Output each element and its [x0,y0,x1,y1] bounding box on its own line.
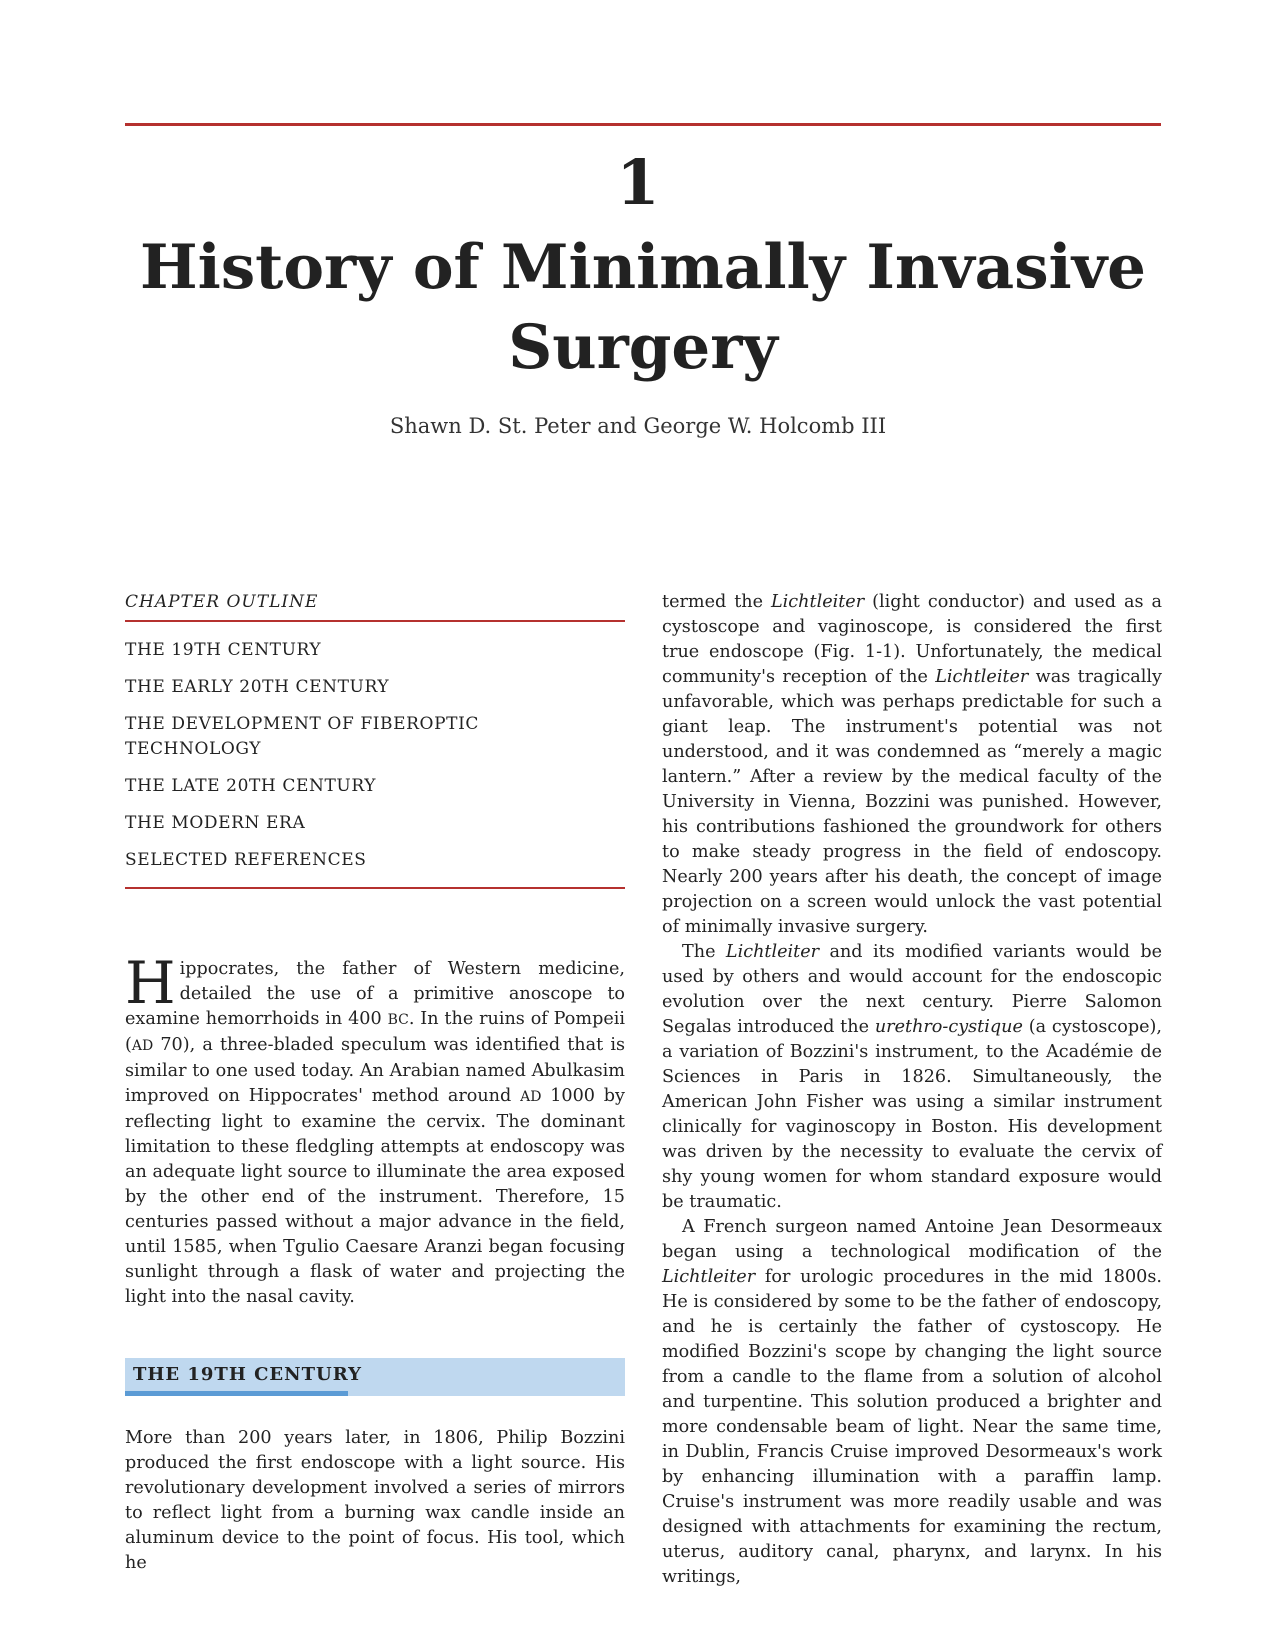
outline-item[interactable]: SELECTED REFERENCES [125,850,367,870]
body-paragraph [662,1215,1162,1590]
italic-term: Lichtleiter [935,667,1029,687]
intro-text: . In the ruins of Pompeii ( [125,1009,626,1055]
left-column [125,590,625,1576]
body-paragraph [662,940,1162,1215]
top-rule [125,123,1161,126]
paragraph-text: termed the [662,592,771,612]
paragraph-text: for urologic procedures in the mid 1800s. He is considered by some to be the father of endoscopy, and he is certainly the father of cystoscopy. He modified Bozzini's scope by changing the light source from a candle to the flame from a solution of alcohol and turpentine. This solution produced a brighter and more condensable beam of light. Near the same time, in Dublin, Francis Cruise improved Desormeaux's work by enhancing illumination with a paraffin lamp. Cruise's instrument was more readily usable and was designed with attachments for examining the rectum, uterus, auditory canal, pharynx, and larynx. In his writings, [662,1267,1162,1587]
intro-text: 1000 by reflecting light to examine the cervix. The dominant limitation to these fledgling attempts at endoscopy was an adequate light source to illuminate the area exposed by the other end of the instrument. Therefore, 15 centuries passed without a major advance in the field, until 1585, when Tgulio Caesare Aranzi began focusing sunlight through a flask of water and projecting the light into the nasal cavity. [125,1086,625,1307]
chapter-number: 1 [616,146,660,219]
chapter-outline [125,590,625,889]
paragraph-text: A French surgeon named Antoine Jean Desormeaux began using a technological modification of the [662,1217,1162,1262]
outline-item[interactable]: THE LATE 20TH CENTURY [125,776,377,796]
intro-paragraph [125,949,626,1310]
paragraph-text: was tragically unfavorable, which was perhaps predictable for such a giant leap. The instrument's potential was not understood, and it was condemned as “merely a magic lantern.” After a review by the medical faculty of the University in Vienna, Bozzini was punished. However, his contributions fashioned the groundwork for others to make steady progress in the field of endoscopy. Nearly 200 years after his death, the concept of image projection on a screen would unlock the vast potential of minimally invasive surgery. [662,667,1162,937]
era-abbrev: AD [520,1089,542,1105]
chapter-title: History of Minimally Invasive Surgery [140,232,1146,383]
outline-item[interactable]: THE 19TH CENTURY [125,640,322,660]
body-paragraph [662,590,1162,940]
outline-bottom-rule [125,887,625,889]
paragraph-text: The [682,942,726,962]
italic-term: Lichtleiter [771,592,865,612]
intro-text: ippocrates, the father of Western medicine, detailed the use of a primitive anoscope to examine hemorrhoids in 400 [125,959,625,1029]
era-abbrev: AD [131,1038,154,1054]
right-column [662,590,1162,1590]
paragraph-text: (light conductor) and used as a cystoscope and vaginoscope, is considered the first true endoscope (Fig. 1-1). Unfortunately, the medical community's reception of the [662,592,1162,687]
section-heading-underline [125,1391,348,1396]
italic-term: urethro-cystique [874,1017,1023,1037]
paragraph-text: and its modified variants would be used by others and would account for the endoscopic evolution over the next century. Pierre Salomon Segalas introduced the [662,942,1162,1037]
outline-item[interactable]: THE DEVELOPMENT OF FIBEROPTIC TECHNOLOGY [125,714,479,759]
italic-term: Lichtleiter [725,942,820,962]
section-heading: THE 19TH CENTURY [133,1364,362,1385]
outline-list [125,622,625,873]
paragraph-text: (a cystoscope), a variation of Bozzini's instrument, to the Académie de Sciences in Paris in 1826. Simultaneously, the American John Fisher was using a similar instrument clinically for vaginoscopy in Boston. His development was driven by the necessity to evaluate the cervix of shy young women for whom standard exposure would be traumatic. [662,1017,1162,1212]
intro-text: 70), a three-bladed speculum was identified that is similar to one used today. An Arabian named Abulkasim improved on Hippocrates' method around [125,1035,625,1106]
section-paragraph: More than 200 years later, in 1806, Philip Bozzini produced the first endoscope with a light source. His revolutionary development involved a series of mirrors to reflect light from a burning wax candle inside an aluminum device to the point of focus. His tool, which he [125,1428,625,1573]
outline-item[interactable]: THE EARLY 20TH CENTURY [125,677,390,697]
outline-heading: CHAPTER OUTLINE [125,592,319,612]
era-abbrev: BC [387,1012,409,1028]
italic-term: Lichtleiter [662,1267,756,1287]
section-heading-bar [125,1358,625,1396]
chapter-authors: Shawn D. St. Peter and George W. Holcomb III [389,414,887,438]
drop-cap: H [125,949,176,1017]
outline-item[interactable]: THE MODERN ERA [125,813,306,833]
